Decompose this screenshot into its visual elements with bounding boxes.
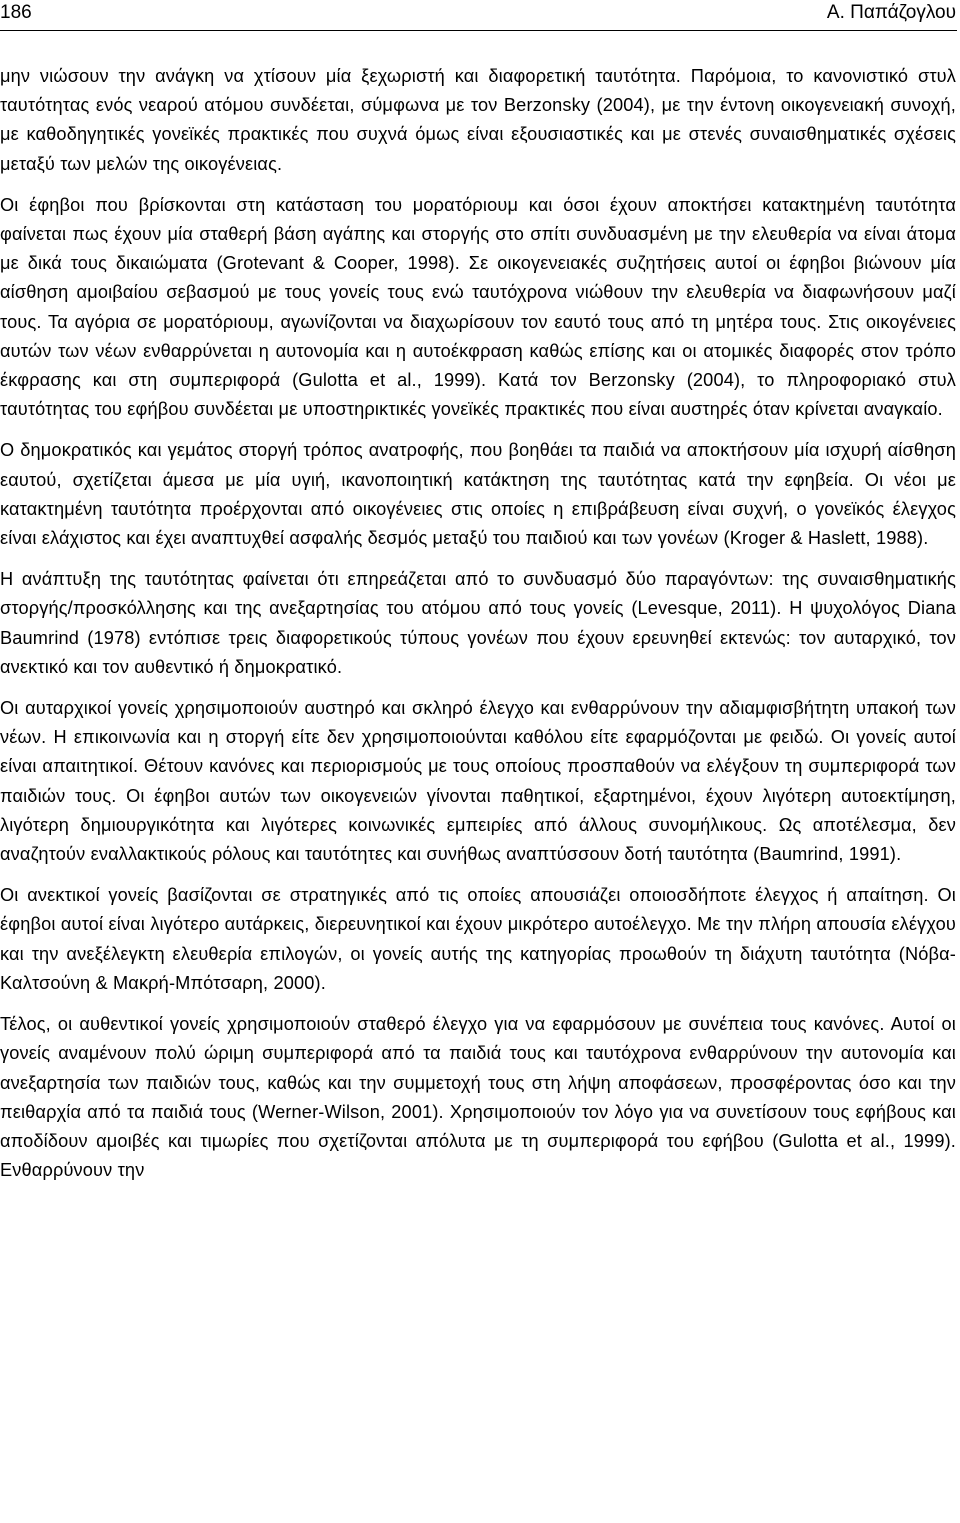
paragraph: Οι ανεκτικοί γονείς βασίζονται σε στρατηγικές από τις οποίες απουσιάζει οποιοσδήποτε έλεγχος ή απαίτηση. Οι έφηβοι αυτοί είναι λιγότερο αυτάρκεις, διερευνητικοί και έχουν μικρότερο αυτοέλεγχο. Με την πλήρη απουσία ελέγχου και την ανεξέλεγκτη ελευθερία επιλογών, οι γονείς αυτής της κατηγορίας προωθούν τη διάχυτη ταυτότητα (Νόβα-Καλτσούνη & Μακρή-Μπότσαρη, 2000). — [0, 885, 956, 993]
running-author: Α. Παπάζογλου — [826, 2, 956, 23]
page-header — [0, 0, 957, 31]
paragraph: Ο δημοκρατικός και γεμάτος στοργή τρόπος ανατροφής, που βοηθάει τα παιδιά να αποκτήσουν μία ισχυρή αίσθηση εαυτού, σχετίζεται άμεσα με μία υγιή, ικανοποιητική κατάκτηση της ταυτότητας κατά την εφηβεία. Οι νέοι με κατακτημένη ταυτότητα προέρχονται από οικογένειες στις οποίες η επιβράβευση είναι συχνή, ο γονεϊκός έλεγχος είναι ελάχιστος και έχει αναπτυχθεί ασφαλής δεσμός μεταξύ του παιδιού και των γονέων (Kroger & Haslett, 1988). — [0, 440, 956, 549]
paragraph: Η ανάπτυξη της ταυτότητας φαίνεται ότι επηρεάζεται από το συνδυασμό δύο παραγόντων: της συναισθηματικής στοργής/προσκόλλησης και της ανεξαρτησίας του ατόμου από τους γονείς (Levesque, 2011). Η ψυχολόγος Diana Baumrind (1978) εντόπισε τρεις διαφορετικούς τύπους γονέων που έχουν ερευνηθεί εκτενώς: τον αυταρχικό, τον ανεκτικό και τον αυθεντικό ή δημοκρατικό. — [0, 569, 956, 677]
paragraph: μην νιώσουν την ανάγκη να χτίσουν μία ξεχωριστή και διαφορετική ταυτότητα. Παρόμοια, το κανονιστικό στυλ ταυτότητας ενός νεαρού ατόμου συνδέεται, σύμφωνα με τον Berzonsky (2004), με την έντονη οικογενειακή συνοχή, με καθοδηγητικές γονεϊκές πρακτικές που συχνά όμως είναι εξουσιαστικές και με στενές συναισθηματικές σχέσεις μεταξύ των μελών της οικογένειας. — [0, 66, 956, 174]
paragraph: Οι έφηβοι που βρίσκονται στη κατάσταση του μορατόριουμ και όσοι έχουν αποκτήσει κατακτημένη ταυτότητα φαίνεται πως έχουν μία σταθερή βάση αγάπης και στοργής στο σπίτι συνδυασμένη με την ελευθερία να είναι άτομα με δικά τους δικαιώματα (Grotevant & Cooper, 1998). Σε οικογενειακές συζητήσεις αυτοί οι έφηβοι βιώνουν μία αίσθηση αμοιβαίου σεβασμού με τους γονείς τους ενώ ταυτόχρονα νιώθουν την ελευθερία να διαφωνήσουν μαζί τους. Τα αγόρια σε μορατόριουμ, αγωνίζονται να διαχωρίσουν τον εαυτό τους από τη μητέρα τους. Στις οικογένειες αυτών των νέων ενθαρρύνεται η αυτονομία και η αυτοέκφραση καθώς επίσης και οι ατομικές διαφορές στον τρόπο έκφρασης και στη συμπεριφορά (Gulotta et al., 1999). Κατά τον Berzonsky (2004), το πληροφοριακό στυλ ταυτότητας του εφήβου συνδέεται με υποστηρικτικές γονεϊκές πρακτικές που είναι αυστηρές όταν κρίνεται αναγκαίο. — [0, 194, 956, 420]
paragraph: Οι αυταρχικοί γονείς χρησιμοποιούν αυστηρό και σκληρό έλεγχο και ενθαρρύνουν την αδιαμφισβήτητη υπακοή των νέων. Η επικοινωνία και η στοργή είτε δεν χρησιμοποιούνται καθόλου είτε εφαρμόζονται με φειδώ. Οι γονείς αυτοί είναι απαιτητικοί. Θέτουν κανόνες και περιορισμούς με τους οποίους προσπαθούν να ελέγξουν τη συμπεριφορά των παιδιών τους. Οι έφηβοι αυτών των οικογενειών γίνονται παθητικοί, εξαρτημένοι, έχουν λιγότερη αυτοεκτίμηση, λιγότερη δημιουργικότητα και λιγότερες κοινωνικές εμπειρίες από άλλους συνομήλικους. Ως αποτέλεσμα, δεν αναζητούν εναλλακτικούς ρόλους και ταυτότητες και συνήθως αναπτύσσουν δοτή ταυτότητα (Baumrind, 1991). — [0, 698, 956, 865]
page-number: 186 — [0, 2, 32, 23]
body-text — [0, 62, 956, 1197]
paragraph: Τέλος, οι αυθεντικοί γονείς χρησιμοποιούν σταθερό έλεγχο για να εφαρμόσουν με συνέπεια τους κανόνες. Αυτοί οι γονείς αναμένουν πολύ ώριμη συμπεριφορά από τα παιδιά τους και ταυτόχρονα ενθαρρύνουν την αυτονομία και ανεξαρτησία των παιδιών τους, καθώς και την συμμετοχή τους στη λήψη αποφάσεων, προσφέροντας όσο και την πειθαρχία από τα παιδιά τους (Werner-Wilson, 2001). Χρησιμοποιούν τον λόγο για να συνετίσουν τους εφήβους και αποδίδουν αμοιβές και τιμωρίες που σχετίζονται απόλυτα με τη συμπεριφορά του εφήβου (Gulotta et al., 1999). Ενθαρρύνουν την — [0, 1014, 956, 1181]
